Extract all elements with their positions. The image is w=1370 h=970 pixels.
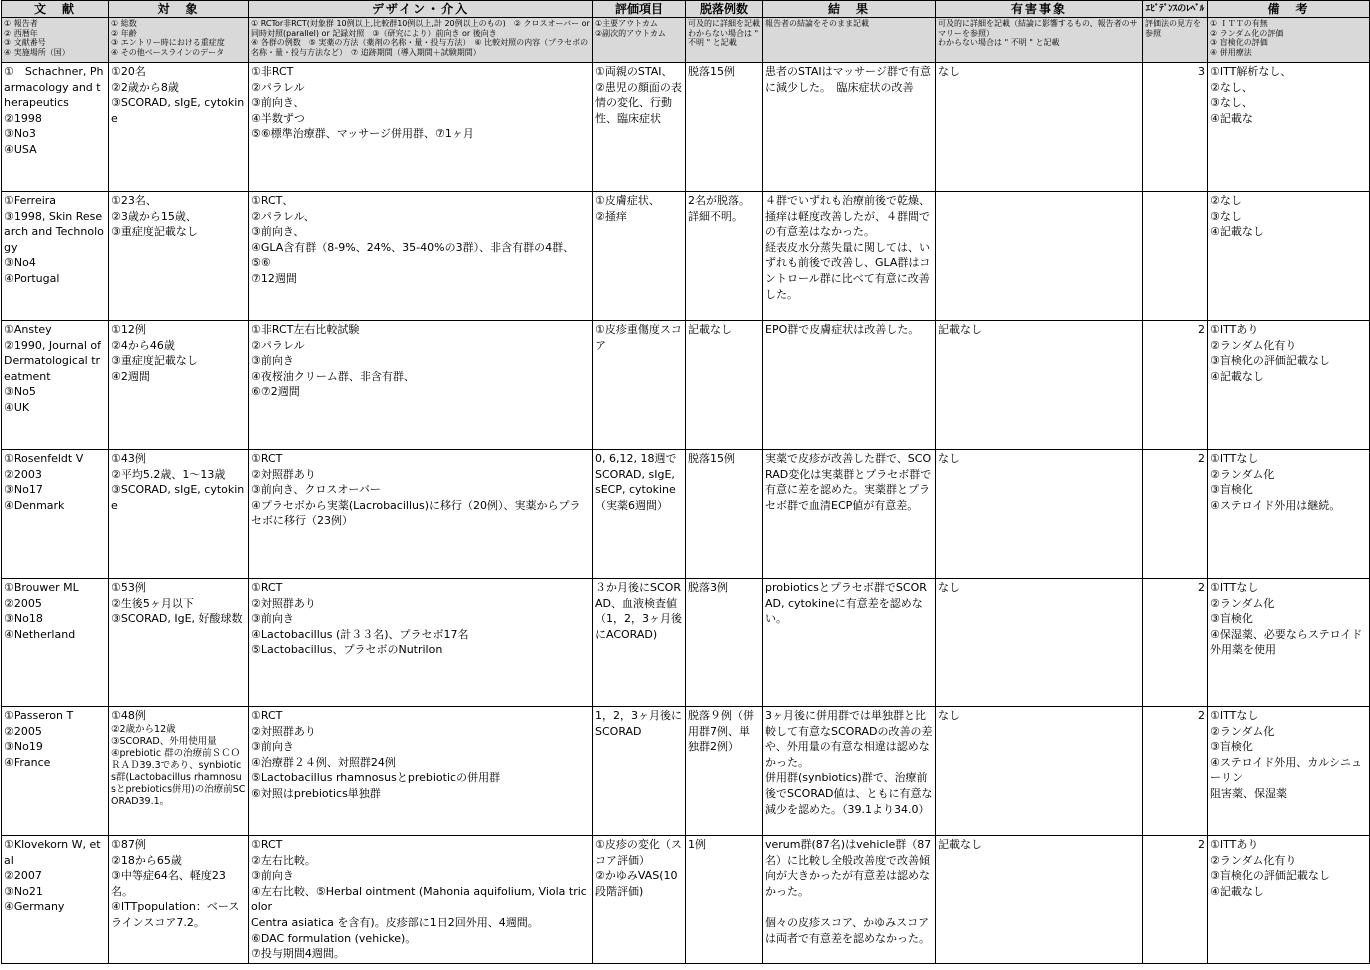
cell-design: ①RCT ②対照群あり ③前向き ④治療群２４例、対照群24例 ⑤Lactobacillus rhamnosusとprebioticの併用群 ⑥対照はprebiotics単独群 [249, 707, 593, 836]
col-desc-dropout: 可及的に詳細を記載 わからない場合は " 不明 " と記載 [686, 18, 763, 63]
col-title-reference: 文 献 [2, 1, 109, 18]
cell-notes: ①ITTなし ②ランダム化 ③盲検化 ④保湿薬、必要ならステロイド外用薬を使用 [1208, 579, 1370, 707]
cell-outcome: 1，2，3ヶ月後にSCORAD [593, 707, 686, 836]
cell-adverse: 記載なし [936, 321, 1143, 450]
cell-design: ①非RCT ②パラレル ③前向き、 ④半数ずつ ⑤⑥標準治療群、マッサージ併用群、⑦1ヶ月 [249, 63, 593, 192]
col-title-result: 結 果 [763, 1, 936, 18]
cell-design: ①RCT ②対照群あり ③前向き ④Lactobacillus (計３３名)、プラセボ17名 ⑤Lactobacillus、プラセボのNutrilon [249, 579, 593, 707]
cell-dropout: 脱落15例 [686, 63, 763, 192]
cell-dropout: 脱落3例 [686, 579, 763, 707]
cell-adverse: 記載なし [936, 836, 1143, 964]
cell-subject [109, 707, 249, 836]
table-row [2, 63, 1370, 192]
cell-result: EPO群で皮膚症状は改善した。 [763, 321, 936, 450]
cell-subject: ①43例 ②平均5.2歳、1〜13歳 ③SCORAD, sIgE, cytokine [109, 450, 249, 579]
cell-dropout: 1例 [686, 836, 763, 964]
header-title-row [2, 1, 1370, 18]
cell-outcome: ３か月後にSCORAD、血液検査値（1，2，3ヶ月後にACORAD) [593, 579, 686, 707]
cell-evidence-level: 2 [1143, 321, 1208, 450]
cell-result: probioticsとプラセボ群でSCORAD, cytokineに有意差を認めない。 [763, 579, 936, 707]
cell-reference: ①Anstey ②1990, Journal of Dermatological treatment ③No5 ④UK [2, 321, 109, 450]
cell-result: 患者のSTAIはマッサージ群で有意に減少した。 臨床症状の改善 [763, 63, 936, 192]
cell-evidence-level: 3 [1143, 63, 1208, 192]
header-description-row [2, 18, 1370, 63]
cell-reference: ①Rosenfeldt V ②2003 ③No17 ④Denmark [2, 450, 109, 579]
cell-result: 実薬で皮疹が改善した群で、SCORAD変化は実薬群とプラセボ群で有意に差を認めた。実薬群とプラセボ群で血清ECP値が有意差。 [763, 450, 936, 579]
table-row [2, 579, 1370, 707]
cell-notes: ②なし ③なし ④記載なし [1208, 192, 1370, 321]
cell-subject: ①23名、 ②3歳から15歳、 ③重症度記載なし [109, 192, 249, 321]
cell-adverse: なし [936, 450, 1143, 579]
col-title-adverse: 有害事象 [936, 1, 1143, 18]
col-desc-adverse: 可及的に詳細を記載（結論に影響するもの、報告者のサマリーを参照） わからない場合は " 不明 " と記載 [936, 18, 1143, 63]
cell-reference: ① Schachner, Pharmacology and therapeutics ②1998 ③No3 ④USA [2, 63, 109, 192]
cell-notes: ①ITTなし ②ランダム化 ③盲検化 ④ステロイド外用は継続。 [1208, 450, 1370, 579]
col-title-design: デザイン・介入 [249, 1, 593, 18]
cell-result: 3ヶ月後に併用群では単独群と比較して有意なSCORADの改善の差や、外用量の有意な相違は認めなかった。 併用群(synbiotics)群で、治療前後でSCORAD値は、ともに有意な減少を認めた。（39.1より34.0） [763, 707, 936, 836]
cell-reference: ①Klovekorn W, et al ②2007 ③No21 ④Germany [2, 836, 109, 964]
table-row [2, 836, 1370, 964]
col-title-outcome: 評価項目 [593, 1, 686, 18]
cell-subject: ①53例 ②生後5ヶ月以下 ③SCORAD, IgE, 好酸球数 [109, 579, 249, 707]
cell-outcome: ①皮疹の変化（スコア評価） ②かゆみVAS(10段階評価) [593, 836, 686, 964]
cell-evidence-level: 2 [1143, 579, 1208, 707]
cell-adverse: なし [936, 707, 1143, 836]
col-desc-reference: ① 報告者 ② 西暦年 ③ 文献番号 ④ 実施場所（国） [2, 18, 109, 63]
cell-design: ①RCT、 ②パラレル、 ③前向き、 ④GLA含有群（8-9%、24%、35-40%の3群）、非含有群の4群、 ⑤⑥ ⑦12週間 [249, 192, 593, 321]
col-desc-notes: ① ＩＴＴの有無 ② ランダム化の評価 ③ 盲検化の評価 ④ 併用療法 [1208, 18, 1370, 63]
cell-notes: ①ITTあり ②ランダム化有り ③盲検化の評価記載なし ④記載なし [1208, 836, 1370, 964]
table-row [2, 450, 1370, 579]
cell-reference: ①Ferreira ③1998, Skin Research and Technology ③No4 ④Portugal [2, 192, 109, 321]
cell-adverse: なし [936, 579, 1143, 707]
cell-evidence-level [1143, 192, 1208, 321]
cell-result: verum群(87名)はvehicle群（87名）に比較し全般改善度で改善傾向が大きかったが有意差は認めなかった。 個々の皮疹スコア、かゆみスコアは両者で有意差を認めなかった。 [763, 836, 936, 964]
cell-adverse: なし [936, 63, 1143, 192]
col-title-dropout: 脱落例数 [686, 1, 763, 18]
col-title-subject: 対 象 [109, 1, 249, 18]
cell-subject: ①12例 ②4から46歳 ③重症度記載なし ④2週間 [109, 321, 249, 450]
cell-reference: ①Brouwer ML ②2005 ③No18 ④Netherland [2, 579, 109, 707]
cell-outcome: ①皮疹重傷度スコア [593, 321, 686, 450]
cell-reference: ①Passeron T ②2005 ③No19 ④France [2, 707, 109, 836]
cell-evidence-level: 2 [1143, 707, 1208, 836]
cell-outcome: ①両親のSTAI、 ②患児の顔面の表情の変化、行動性、臨床症状 [593, 63, 686, 192]
cell-outcome: ①皮膚症状、 ②掻痒 [593, 192, 686, 321]
col-title-level: ｴﾋﾞﾃﾞﾝｽのﾚﾍﾞﾙ [1143, 1, 1208, 18]
cell-dropout: 脱落９例（併用群7例、単独群2例） [686, 707, 763, 836]
table-row [2, 321, 1370, 450]
cell-design: ①RCT ②左右比較。 ③前向き ④左右比較、⑤Herbal ointment (Mahonia aquifolium, Viola tricolor Centra asiatica を含有)。皮疹部に1日2回外用、4週間。 ⑥DAC formulation (vehicke)。 ⑦投与期間4週間。 [249, 836, 593, 964]
col-desc-level: 評価法の見方を参照 [1143, 18, 1208, 63]
cell-adverse [936, 192, 1143, 321]
col-desc-outcome: ①主要アウトカム ②副次的アウトカム [593, 18, 686, 63]
cell-subject-first-line: ①48例 [111, 709, 146, 722]
cell-dropout: 脱落15例 [686, 450, 763, 579]
cell-dropout: 2名が脱落。詳細不明。 [686, 192, 763, 321]
cell-dropout: 記載なし [686, 321, 763, 450]
cell-evidence-level: 2 [1143, 836, 1208, 964]
table-row [2, 192, 1370, 321]
cell-subject: ①87例 ②18から65歳 ③中等症64名、軽度23名。 ④ITTpopulation：ベースラインスコア7.2。 [109, 836, 249, 964]
col-title-notes: 備 考 [1208, 1, 1370, 18]
cell-evidence-level: 2 [1143, 450, 1208, 579]
cell-notes: ①ITT解析なし、 ②なし、 ③なし、 ④記載な [1208, 63, 1370, 192]
cell-notes: ①ITTあり ②ランダム化有り ③盲検化の評価記載なし ④記載なし [1208, 321, 1370, 450]
col-desc-result: 報告者の結論をそのまま記載 [763, 18, 936, 63]
col-desc-subject: ① 総数 ② 年齢 ③ エントリー時における重症度 ④ その他ベースラインのデータ [109, 18, 249, 63]
cell-outcome: 0, 6,12, 18週でSCORAD, sIgE, sECP, cytokine （実薬6週間） [593, 450, 686, 579]
table-row [2, 707, 1370, 836]
cell-design: ①非RCT左右比較試験 ②パラレル ③前向き ④夜桜油クリーム群、非含有群、 ⑥⑦2週間 [249, 321, 593, 450]
evidence-table [1, 0, 1370, 964]
col-desc-design: ① RCTor非RCT(対象群 10例以上,比較群10例以上,計 20例以上のもの) ② クロスオーバー or 同時対照(parallel) or 記録対照 ③（研究により）前向き or 後向き ④ 各群の例数 ⑤ 実薬の方法（薬剤の名称・量・投与方法） ⑥ 比較対照の内容（プラセボの名称・量・投与方法など） ⑦ 追跡期間（導入期間＋試験期間） [249, 18, 593, 63]
cell-design: ①RCT ②対照群あり ③前向き、クロスオーバー ④プラセボから実薬(Lacrobacillus)に移行（20例）、実薬からプラセボに移行（23例） [249, 450, 593, 579]
cell-notes: ①ITTなし ②ランダム化 ③盲検化 ④ステロイド外用、カルシニューリン 阻害薬、保湿薬 [1208, 707, 1370, 836]
cell-subject: ①20名 ②2歳から8歳 ③SCORAD, sIgE, cytokine [109, 63, 249, 192]
cell-subject-details: ②2歳から12歳 ③SCORAD、外用使用量 ④prebiotic 群の治療前ＳＣＯＲＡＤ39.3であり、synbiotics群(Lactobacillus rhamnosusとprebiotics併用)の治療前SCORAD39.1。 [111, 723, 246, 807]
cell-result: ４群でいずれも治療前後で乾燥、掻痒は軽度改善したが、４群間での有意差はなかった。 経表皮水分蒸失量に関しては、いずれも前後で改善し、GLA群はコントロール群に比べて有意に改善した。 [763, 192, 936, 321]
